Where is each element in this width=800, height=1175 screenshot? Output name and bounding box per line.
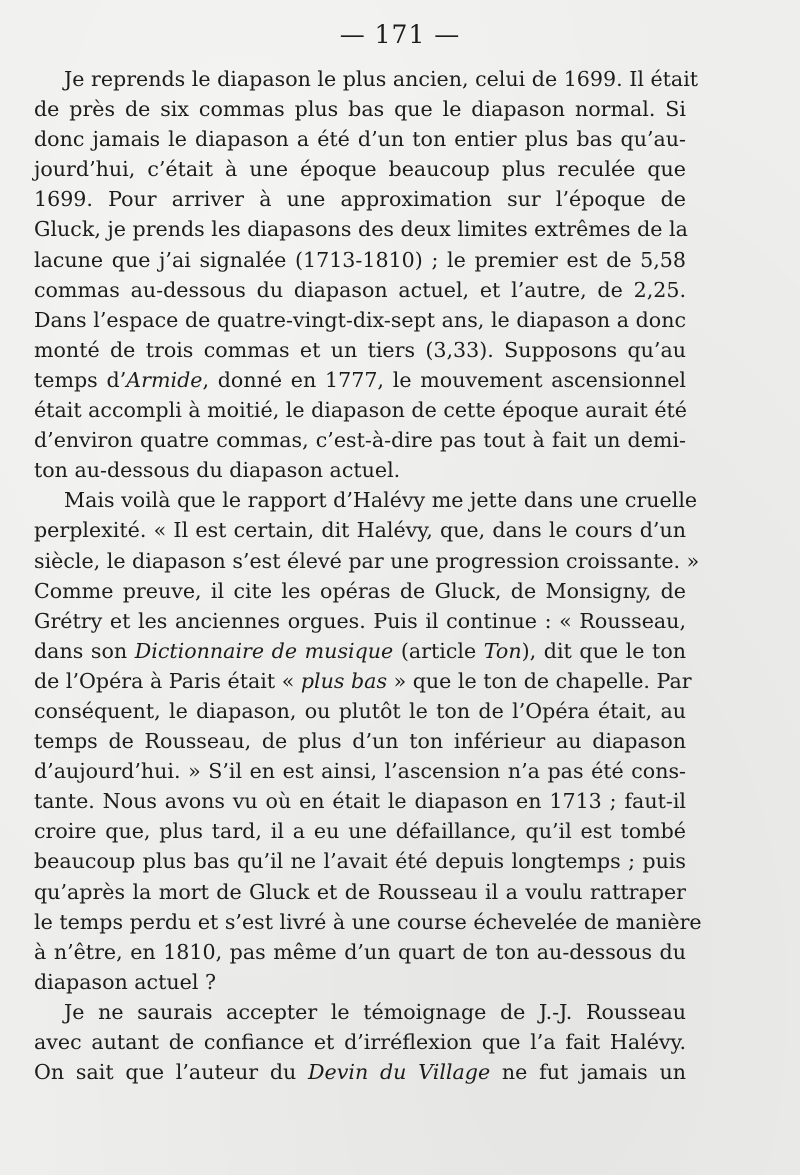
body-text	[34, 64, 702, 1087]
paragraph	[34, 997, 686, 1087]
italic-text: Ton	[483, 638, 522, 663]
text-line	[34, 997, 686, 1027]
text-segment: ), dit que le ton	[521, 638, 686, 663]
text-line	[34, 94, 686, 124]
text-line	[34, 1057, 686, 1087]
text-line	[34, 606, 686, 636]
text-segment: tante. Nous avons vu où en était le diapason en 1713 ; faut-il	[34, 789, 686, 814]
text-segment: Grétry et les anciennes orgues. Puis il continue : « Rousseau,	[34, 608, 686, 633]
text-segment: Dans l’espace de quatre-vingt-dix-sept ans, le diapason a donc	[34, 307, 686, 332]
text-line	[34, 907, 702, 937]
text-segment: jourd’hui, c’était à une époque beaucoup plus reculée que	[34, 157, 686, 182]
text-line	[34, 756, 686, 786]
text-segment: avec autant de confiance et d’irréflexion que l’a fait Halévy.	[34, 1030, 686, 1054]
text-line	[34, 184, 686, 214]
text-segment: dans son	[34, 638, 135, 663]
text-segment: commas au-dessous du diapason actuel, et l’autre, de 2,25.	[34, 277, 686, 302]
text-segment: Je reprends le diapason le plus ancien, celui de 1699. Il était	[64, 67, 699, 91]
text-segment: monté de trois commas et un tiers (3,33). Supposons qu’au	[34, 337, 686, 362]
text-line	[34, 696, 686, 726]
text-line	[34, 666, 692, 696]
text-segment: lacune que j’ai signalée (1713-1810) ; le premier est de 5,58	[34, 247, 686, 272]
text-line	[34, 64, 699, 94]
italic-text: Dictionnaire de musique	[134, 638, 394, 663]
text-segment: de près de six commas plus bas que le diapason normal. Si	[34, 97, 686, 122]
paragraph	[34, 485, 702, 997]
paragraph	[34, 64, 699, 485]
text-line	[34, 154, 686, 184]
text-segment: le temps perdu et s’est livré à une course échevelée de manière	[34, 909, 702, 934]
text-segment: temps d’	[34, 367, 127, 392]
text-line	[34, 395, 686, 425]
text-segment: de l’Opéra à Paris était «	[34, 668, 301, 693]
text-line	[34, 1027, 686, 1057]
text-line	[34, 245, 686, 275]
text-segment: On sait que l’auteur du	[34, 1060, 309, 1085]
text-segment: d’environ quatre commas, c’est-à-dire pas tout à fait un demi-	[34, 428, 686, 453]
italic-text: Armide	[126, 367, 203, 392]
text-segment: temps de Rousseau, de plus d’un ton inférieur au diapason	[34, 729, 686, 754]
text-line	[34, 726, 686, 756]
italic-text: Devin du Village	[308, 1060, 491, 1085]
text-segment: perplexité. « Il est certain, dit Halévy, que, dans le cours d’un	[34, 518, 686, 543]
text-line	[34, 365, 686, 395]
text-line	[34, 485, 698, 515]
text-line	[34, 124, 686, 154]
text-line	[34, 275, 686, 305]
text-segment: qu’après la mort de Gluck et de Rousseau il a voulu rattraper	[34, 879, 686, 904]
text-segment: donc jamais le diapason a été d’un ton entier plus bas qu’au-	[34, 127, 686, 152]
text-line	[34, 846, 686, 876]
text-segment: siècle, le diapason s’est élevé par une progression croissante. »	[34, 548, 700, 573]
text-segment: ton au-dessous du diapason actuel.	[34, 458, 401, 483]
italic-text: plus bas	[300, 668, 388, 693]
text-line	[34, 455, 686, 485]
text-segment: 1699. Pour arriver à une approximation sur l’époque de	[34, 187, 686, 212]
text-line	[34, 636, 686, 666]
text-line	[34, 937, 686, 967]
text-segment: conséquent, le diapason, ou plutôt le ton de l’Opéra était, au	[34, 698, 686, 723]
text-segment: à n’être, en 1810, pas même d’un quart de ton au-dessous du	[34, 939, 686, 964]
text-line	[34, 515, 686, 545]
text-segment: beaucoup plus bas qu’il ne l’avait été depuis longtemps ; puis	[34, 849, 686, 874]
text-segment: Mais voilà que le rapport d’Halévy me jette dans une cruelle	[64, 488, 698, 513]
text-segment: ne fut jamais un	[490, 1060, 686, 1085]
text-segment: Gluck, je prends les diapasons des deux limites extrêmes de la	[34, 217, 688, 242]
text-line	[34, 576, 686, 606]
text-segment: croire que, plus tard, il a eu une défaillance, qu’il est tombé	[34, 819, 686, 844]
page-number: — 171 —	[339, 20, 461, 49]
text-segment: d’aujourd’hui. » S’il en est ainsi, l’ascension n’a pas été cons-	[34, 759, 686, 784]
text-segment: diapason actuel ?	[34, 969, 216, 994]
text-segment: » que le ton de chapelle. Par	[387, 668, 692, 693]
text-line	[34, 786, 686, 816]
text-line	[34, 967, 686, 997]
text-line	[34, 816, 686, 846]
text-line	[34, 214, 686, 244]
text-segment: (article	[393, 638, 484, 663]
text-line	[34, 546, 700, 576]
text-line	[34, 877, 686, 907]
text-line	[34, 425, 686, 455]
text-line	[34, 335, 686, 365]
text-segment: , donné en 1777, le mouvement ascensionnel	[202, 367, 686, 392]
text-line	[34, 305, 686, 335]
text-segment: Comme preuve, il cite les opéras de Gluck, de Monsigny, de	[34, 578, 686, 603]
text-segment: était accompli à moitié, le diapason de cette époque aurait été	[34, 398, 687, 423]
text-segment: Je ne saurais accepter le témoignage de J.-J. Rousseau	[64, 999, 686, 1024]
